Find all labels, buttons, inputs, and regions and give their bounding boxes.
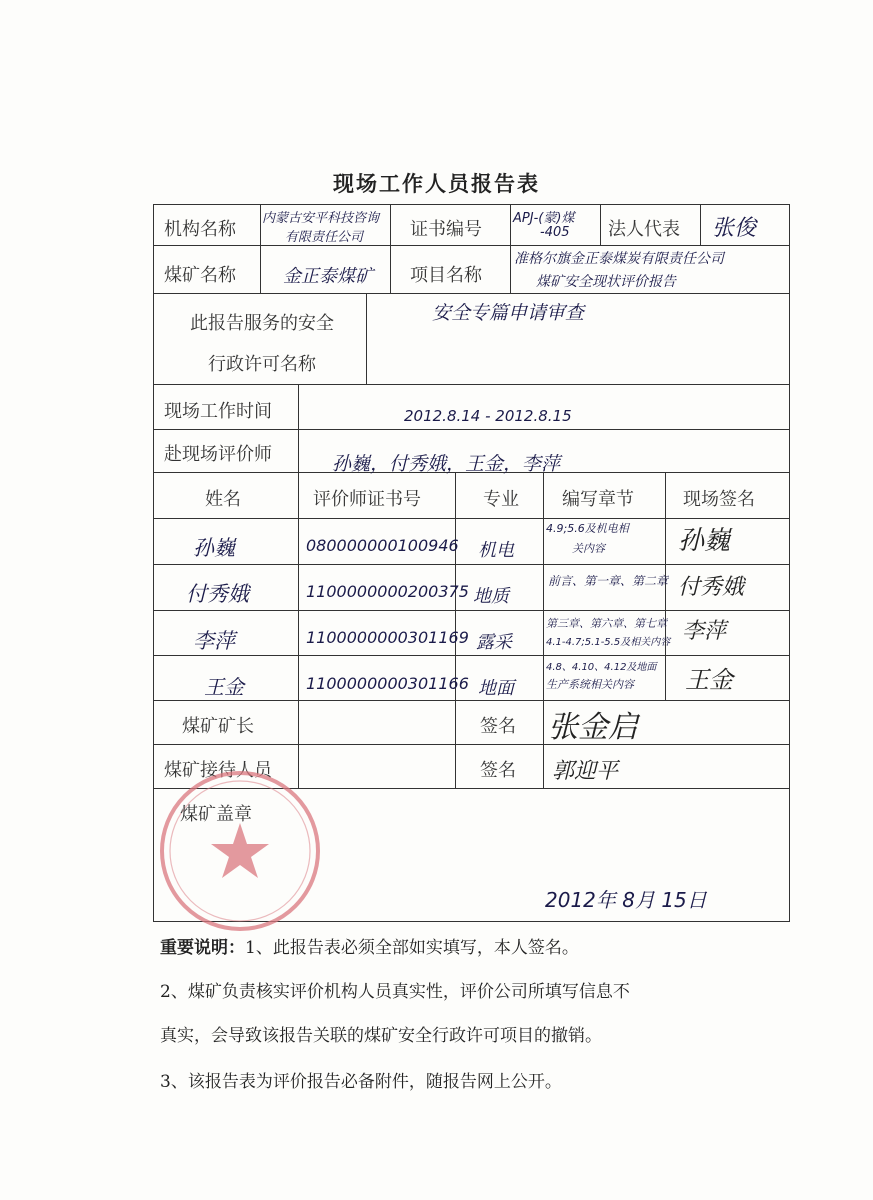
col-header-major: 专业 <box>483 489 519 510</box>
evaluator-chapter-cont: 4.1-4.7;5.1-5.5及相关内容 <box>546 637 671 648</box>
col-divider <box>366 293 367 384</box>
row-divider <box>153 384 790 385</box>
form-title: 现场工作人员报告表 <box>333 171 540 196</box>
evaluator-chapter: 4.8、4.10、4.12及地面 <box>546 662 657 673</box>
evaluator-chapter: 前言、第一章、第二章 <box>548 574 669 588</box>
row-divider <box>153 429 790 430</box>
col-divider <box>390 204 391 293</box>
evaluator-chapter-cont: 关内容 <box>572 542 605 555</box>
evaluator-major: 露采 <box>476 632 512 653</box>
project-name-line1: 准格尔旗金正泰煤炭有限责任公司 <box>514 251 724 267</box>
mine-seal-label: 煤矿盖章 <box>180 804 252 825</box>
evaluator-cert: 1100000000301169 <box>306 628 469 647</box>
row-divider <box>153 700 790 701</box>
evaluator-name: 李萍 <box>193 629 235 653</box>
project-name-label: 项目名称 <box>410 265 482 286</box>
evaluator-name: 孙巍 <box>193 536 235 560</box>
col-header-cert: 评价师证书号 <box>313 489 421 510</box>
col-divider <box>298 472 299 788</box>
legal-rep-label: 法人代表 <box>608 219 680 240</box>
row-divider <box>153 293 790 294</box>
notes-line2: 2、煤矿负责核实评价机构人员真实性，评价公司所填写信息不 <box>160 982 630 1002</box>
col-divider <box>298 384 299 472</box>
evaluator-major: 地面 <box>478 678 514 699</box>
col-header-sign: 现场签名 <box>683 489 755 510</box>
col-divider <box>600 204 601 245</box>
evaluator-signature: 王金 <box>685 666 733 694</box>
row-divider <box>153 744 790 745</box>
cert-no-line1: APJ-(蒙)煤 <box>513 211 575 226</box>
project-name-line2: 煤矿安全现状评价报告 <box>536 274 676 290</box>
row-divider <box>153 518 790 519</box>
col-header-name: 姓名 <box>205 489 241 510</box>
notes-line1: 重要说明：1、此报告表必须全部如实填写，本人签名。 <box>160 938 579 958</box>
notes-line4: 3、该报告表为评价报告必备附件，随报告网上公开。 <box>160 1072 562 1092</box>
mine-staff-signature: 郭迎平 <box>552 759 619 784</box>
evaluator-chapter: 4.9;5.6及机电相 <box>546 522 629 535</box>
mine-name-label: 煤矿名称 <box>164 265 236 286</box>
evaluator-major: 地质 <box>473 586 509 607</box>
evaluator-major: 机电 <box>478 540 514 561</box>
org-name-line1: 内蒙古安平科技咨询 <box>262 211 380 226</box>
mine-seal-stamp <box>157 768 323 934</box>
col-header-chapter: 编写章节 <box>562 489 634 510</box>
col-divider <box>543 472 544 788</box>
row-divider <box>153 564 790 565</box>
permit-label-line1: 此报告服务的安全 <box>190 313 334 334</box>
notes-line3: 真实，会导致该报告关联的煤矿安全行政许可项目的撤销。 <box>160 1026 602 1046</box>
row-divider <box>153 610 790 611</box>
legal-rep-value: 张俊 <box>712 216 757 241</box>
org-name-label: 机构名称 <box>164 219 236 240</box>
evaluator-cert: 1100000000200375 <box>306 582 469 601</box>
evaluator-signature: 付秀娥 <box>678 575 745 600</box>
row-divider <box>153 245 790 246</box>
evaluator-name: 王金 <box>204 675 244 699</box>
col-divider <box>700 204 701 245</box>
evaluator-signature: 孙巍 <box>678 526 731 556</box>
col-divider <box>260 204 261 293</box>
cert-no-label: 证书编号 <box>410 219 482 240</box>
row-divider <box>153 655 790 656</box>
permit-value: 安全专篇申请审查 <box>432 302 585 324</box>
work-time-label: 现场工作时间 <box>164 401 272 422</box>
evaluator-cert: 080000000100946 <box>306 536 459 555</box>
mine-head-signature: 张金启 <box>548 710 638 745</box>
evaluator-chapter: 第三章、第六章、第七章 <box>546 617 667 630</box>
evaluator-signature: 李萍 <box>682 619 727 644</box>
notes-heading: 重要说明： <box>160 938 245 958</box>
evaluator-name: 付秀娥 <box>186 582 249 606</box>
col-divider <box>510 204 511 293</box>
mine-staff-sign-label: 签名 <box>480 760 516 781</box>
cert-no-line2: -405 <box>540 225 570 240</box>
mine-head-sign-label: 签名 <box>480 716 516 737</box>
work-time-value: 2012.8.14 - 2012.8.15 <box>404 407 572 425</box>
mine-name-value: 金正泰煤矿 <box>283 266 373 287</box>
report-date: 2012年 8月 15日 <box>545 888 707 912</box>
mine-head-label: 煤矿矿长 <box>182 716 254 737</box>
org-name-line2: 有限责任公司 <box>285 230 364 245</box>
evaluators-label: 赴现场评价师 <box>164 444 272 465</box>
permit-label-line2: 行政许可名称 <box>208 354 316 375</box>
evaluator-cert: 1100000000301166 <box>306 674 469 693</box>
evaluator-chapter-cont: 生产系统相关内容 <box>546 678 634 691</box>
mine-staff-label: 煤矿接待人员 <box>164 760 272 781</box>
evaluators-value: 孙巍，付秀娥，王金，李萍 <box>332 453 561 475</box>
